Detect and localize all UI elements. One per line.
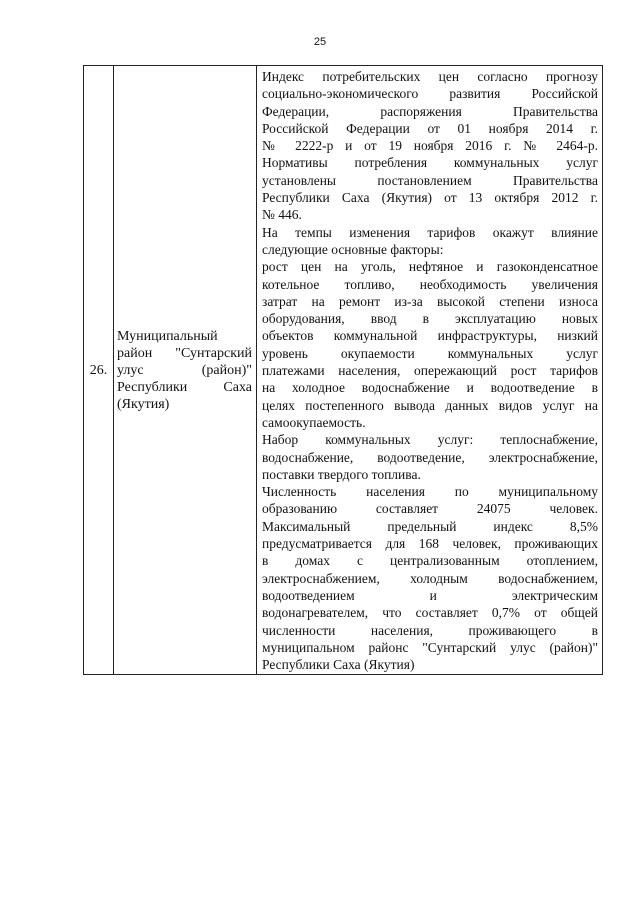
description-line: Республики Саха (Якутия) от 13 октября 2012 г. [262, 190, 598, 206]
tariff-table [83, 65, 603, 675]
description-line: № 2222-р и от 19 ноября 2016 г. № 2464-р. [262, 138, 598, 154]
description-line: на холодное водоснабжение и водоотведение в [262, 380, 598, 396]
description-line: в домах с централизованным отоплением, [262, 553, 598, 569]
description-line: рост цен на уголь, нефтяное и газоконденсатное [262, 259, 598, 275]
municipality-name-end: (Якутия) [117, 396, 170, 412]
description-line: Российской Федерации от 01 ноября 2014 г. [262, 120, 598, 136]
description-line: Максимальный предельный индекс 8,5% [262, 518, 598, 534]
description-line: котельное топливо, необходимость увеличения [262, 276, 598, 292]
description-line: водонагревателем, что составляет 0,7% от общей [262, 605, 598, 621]
description-line: предусматривается для 168 человек, проживающих [262, 536, 598, 552]
description-line: Федерации, распоряжения Правительства [262, 103, 598, 119]
description-line: платежами населения, опережающий рост тарифов [262, 363, 598, 379]
municipality-name: Муниципальный район "Сунтарский улус (район)" Республики Саха [117, 328, 252, 395]
description-line: оборудования, ввод в эксплуатацию новых [262, 311, 598, 327]
description-line: уровень окупаемости коммунальных услуг [262, 345, 598, 361]
description-line: электроснабжением, холодным водоснабжением, [262, 570, 598, 586]
description-line: водоснабжение, водоотведение, электроснабжение, [262, 449, 598, 465]
row-index: 26. [84, 66, 114, 675]
municipality-cell [114, 66, 257, 675]
description-line: образованию составляет 24075 человек. [262, 501, 598, 517]
table-row [84, 66, 603, 675]
description-text [262, 68, 598, 673]
description-line: численности населения, проживающего в [262, 622, 598, 638]
description-line: Численность населения по муниципальному [262, 484, 598, 500]
description-line: социально-экономического развития Российской [262, 86, 598, 102]
description-line: объектов коммунальной инфраструктуры, низкий [262, 328, 598, 344]
description-line: На темпы изменения тарифов окажут влияние [262, 224, 598, 240]
description-line: Республики Саха (Якутия) [262, 657, 415, 673]
description-line: Набор коммунальных услуг: теплоснабжение, [262, 432, 598, 448]
description-line: Нормативы потребления коммунальных услуг [262, 155, 598, 171]
description-line: № 446. [262, 207, 302, 223]
description-cell [257, 66, 603, 675]
description-line: муниципальном районс "Сунтарский улус (район)" [262, 639, 598, 655]
description-line: водоотведением и электрическим [262, 587, 598, 603]
description-line: целях постепенного вывода данных видов услуг на [262, 397, 598, 413]
description-line: установлены постановлением Правительства [262, 172, 598, 188]
description-line: следующие основные факторы: [262, 241, 444, 257]
description-line: Индекс потребительских цен согласно прогнозу [262, 69, 598, 84]
page-number: 25 [313, 36, 327, 48]
description-line: затрат на ремонт из-за высокой степени износа [262, 293, 598, 309]
description-line: поставки твердого топлива. [262, 466, 421, 482]
description-line: самоокупаемость. [262, 414, 366, 430]
